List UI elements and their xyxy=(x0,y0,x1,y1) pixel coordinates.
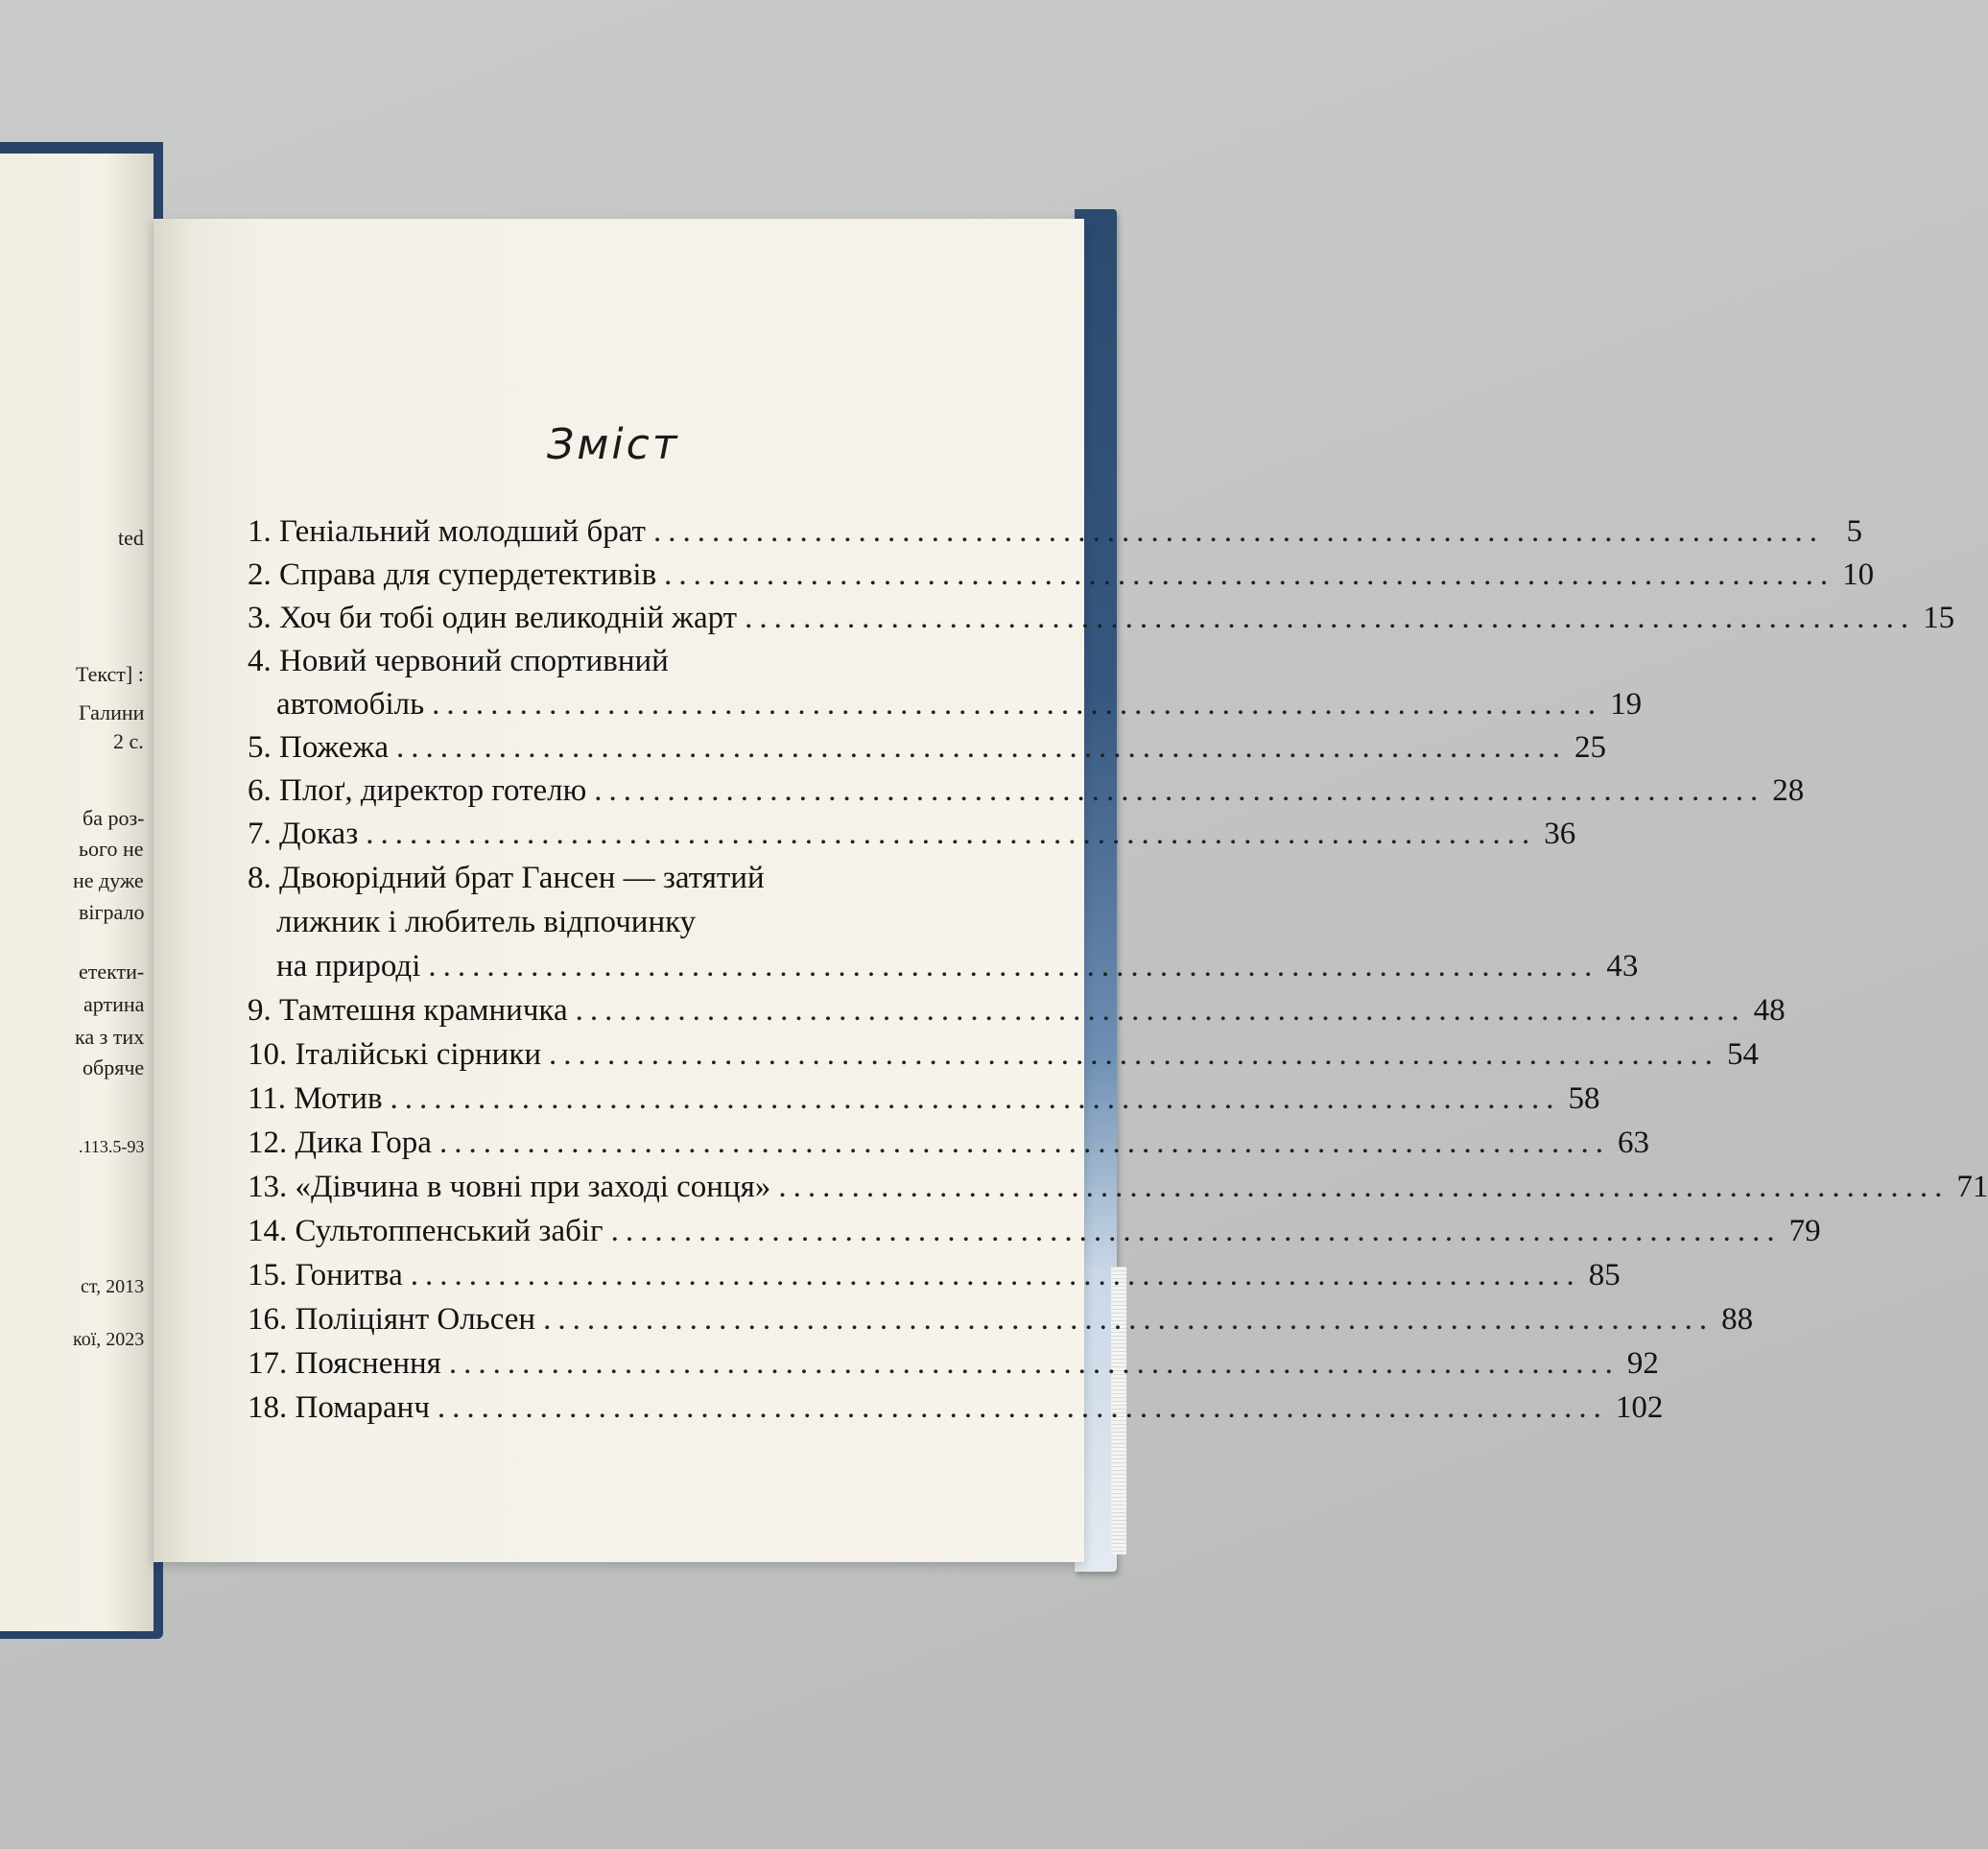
toc-page-number: 79 xyxy=(1788,1214,1821,1248)
toc-entry-title: 10. Італійські сірники xyxy=(248,1037,542,1072)
toc-entry-title: 2. Справа для супердетективів xyxy=(248,557,657,592)
left-page-text-fragment: Галини xyxy=(79,700,145,724)
toc-page-number: 63 xyxy=(1617,1126,1649,1160)
left-page-text-fragment: ка з тих xyxy=(75,1025,145,1049)
left-page-text-fragment: Текст] : xyxy=(76,662,144,686)
toc-entry xyxy=(248,861,765,896)
toc-entry xyxy=(248,993,1786,1029)
toc-entry-title: автомобіль xyxy=(276,687,425,722)
toc-page-number: 36 xyxy=(1544,817,1576,851)
toc-page-number: 92 xyxy=(1626,1346,1659,1381)
left-page-text-fragment: етекти- xyxy=(79,960,145,984)
toc-entry-title: лижник і любитель відпочинку xyxy=(276,905,697,939)
toc-entry-title: 7. Доказ xyxy=(248,817,359,851)
toc-entry xyxy=(248,1126,1649,1161)
toc-entry xyxy=(248,1037,1760,1073)
left-page-text-fragment: не дуже xyxy=(73,868,144,892)
toc-entry-title: 17. Пояснення xyxy=(248,1346,441,1381)
toc-leader-dots: ................................................................................ xyxy=(366,817,1537,851)
toc-page-number: 85 xyxy=(1588,1258,1621,1292)
toc-page-number: 54 xyxy=(1727,1037,1760,1072)
left-page-text-fragment: ба роз- xyxy=(83,806,145,830)
toc-page-number: 102 xyxy=(1615,1390,1664,1425)
toc-entry xyxy=(248,1346,1659,1382)
toc-leader-dots: ................................................................................ xyxy=(543,1302,1715,1337)
toc-page-number: 43 xyxy=(1606,949,1639,984)
left-page xyxy=(0,154,154,1631)
toc-entry xyxy=(248,1390,1664,1426)
toc-entry-title: 3. Хоч би тобі один великодній жарт xyxy=(248,601,738,635)
toc-leader-dots: ................................................................................ xyxy=(438,1126,1610,1160)
toc-page-number: 88 xyxy=(1721,1302,1754,1337)
left-page-text-fragment: 2 с. xyxy=(113,729,144,753)
toc-leader-dots: ................................................................................ xyxy=(778,1170,1950,1204)
left-page-text-fragment: віграло xyxy=(79,900,145,924)
toc-entry-title: 13. «Дівчина в човні при заході сонця» xyxy=(248,1170,771,1204)
toc-leader-dots: ................................................................................ xyxy=(745,601,1916,635)
left-page-text-fragment: артина xyxy=(83,992,145,1016)
toc-entry-title: 4. Новий червоний спортивний xyxy=(248,644,669,678)
toc-entry-title: 5. Пожежа xyxy=(248,730,389,765)
toc-entry-title: 11. Мотив xyxy=(248,1081,383,1116)
toc-entry-title: 12. Дика Гора xyxy=(248,1126,432,1160)
toc-page-number: 5 xyxy=(1846,514,1862,549)
toc-page-number: 15 xyxy=(1923,601,1955,635)
toc-entry xyxy=(248,817,1576,852)
toc-entry-title: 6. Плоґ, директор готелю xyxy=(248,773,587,808)
toc-entry xyxy=(248,1170,1988,1205)
toc-entry-title: 1. Геніальний молодший брат xyxy=(248,514,646,549)
toc-entry xyxy=(248,1258,1621,1293)
toc-entry xyxy=(248,514,1862,550)
toc-entry-title: 8. Двоюрідний брат Гансен — затятий xyxy=(248,861,765,895)
toc-page-number: 25 xyxy=(1574,730,1606,765)
left-page-text-fragment: кої, 2023 xyxy=(73,1329,145,1350)
toc-page-number: 10 xyxy=(1842,557,1875,592)
left-page-text-fragment: ст, 2013 xyxy=(81,1276,145,1297)
toc-leader-dots: ................................................................................ xyxy=(410,1258,1581,1292)
toc-leader-dots: ................................................................................ xyxy=(448,1346,1620,1381)
toc-page-number: 71 xyxy=(1956,1170,1988,1204)
toc-entry-title: 16. Поліціянт Ольсен xyxy=(248,1302,536,1337)
left-page-text-fragment: ього не xyxy=(79,837,144,861)
toc-entry xyxy=(248,1214,1821,1249)
toc-entry xyxy=(248,730,1606,766)
toc-leader-dots: ................................................................................ xyxy=(664,557,1835,592)
toc-page-number: 19 xyxy=(1610,687,1643,722)
toc-leader-dots: ................................................................................ xyxy=(610,1214,1782,1248)
left-page-text-fragment: .113.5-93 xyxy=(79,1137,145,1156)
toc-leader-dots: ................................................................................ xyxy=(652,514,1824,549)
toc-entry xyxy=(248,1081,1600,1117)
toc-leader-dots: ................................................................................ xyxy=(437,1390,1608,1425)
toc-entry-title: 14. Сультоппенський забіг xyxy=(248,1214,604,1248)
toc-leader-dots: ................................................................................ xyxy=(549,1037,1720,1072)
contents-heading: Зміст xyxy=(547,420,680,469)
toc-entry-title: 15. Гонитва xyxy=(248,1258,403,1292)
toc-entry xyxy=(276,905,696,940)
left-page-text-fragment: обряче xyxy=(83,1055,145,1079)
toc-leader-dots: ................................................................................ xyxy=(395,730,1567,765)
toc-page-number: 48 xyxy=(1753,993,1786,1028)
toc-page-number: 28 xyxy=(1772,773,1805,808)
toc-entry-title: 18. Помаранч xyxy=(248,1390,430,1425)
toc-entry-title: 9. Тамтешня крамничка xyxy=(248,993,568,1028)
toc-entry xyxy=(276,949,1639,984)
toc-entry xyxy=(276,687,1643,723)
toc-entry xyxy=(248,557,1875,593)
toc-entry xyxy=(248,644,669,679)
toc-entry-title: на природі xyxy=(276,949,421,984)
toc-leader-dots: ................................................................................ xyxy=(575,993,1746,1028)
toc-entry xyxy=(248,773,1805,809)
left-page-text-fragment: ted xyxy=(118,526,144,550)
toc-entry xyxy=(248,1302,1754,1338)
toc-entry xyxy=(248,601,1955,636)
toc-leader-dots: ................................................................................ xyxy=(390,1081,1561,1116)
toc-page-number: 58 xyxy=(1568,1081,1600,1116)
toc-leader-dots: ................................................................................ xyxy=(594,773,1765,808)
toc-leader-dots: ................................................................................ xyxy=(428,949,1599,984)
toc-leader-dots: ................................................................................ xyxy=(432,687,1603,722)
